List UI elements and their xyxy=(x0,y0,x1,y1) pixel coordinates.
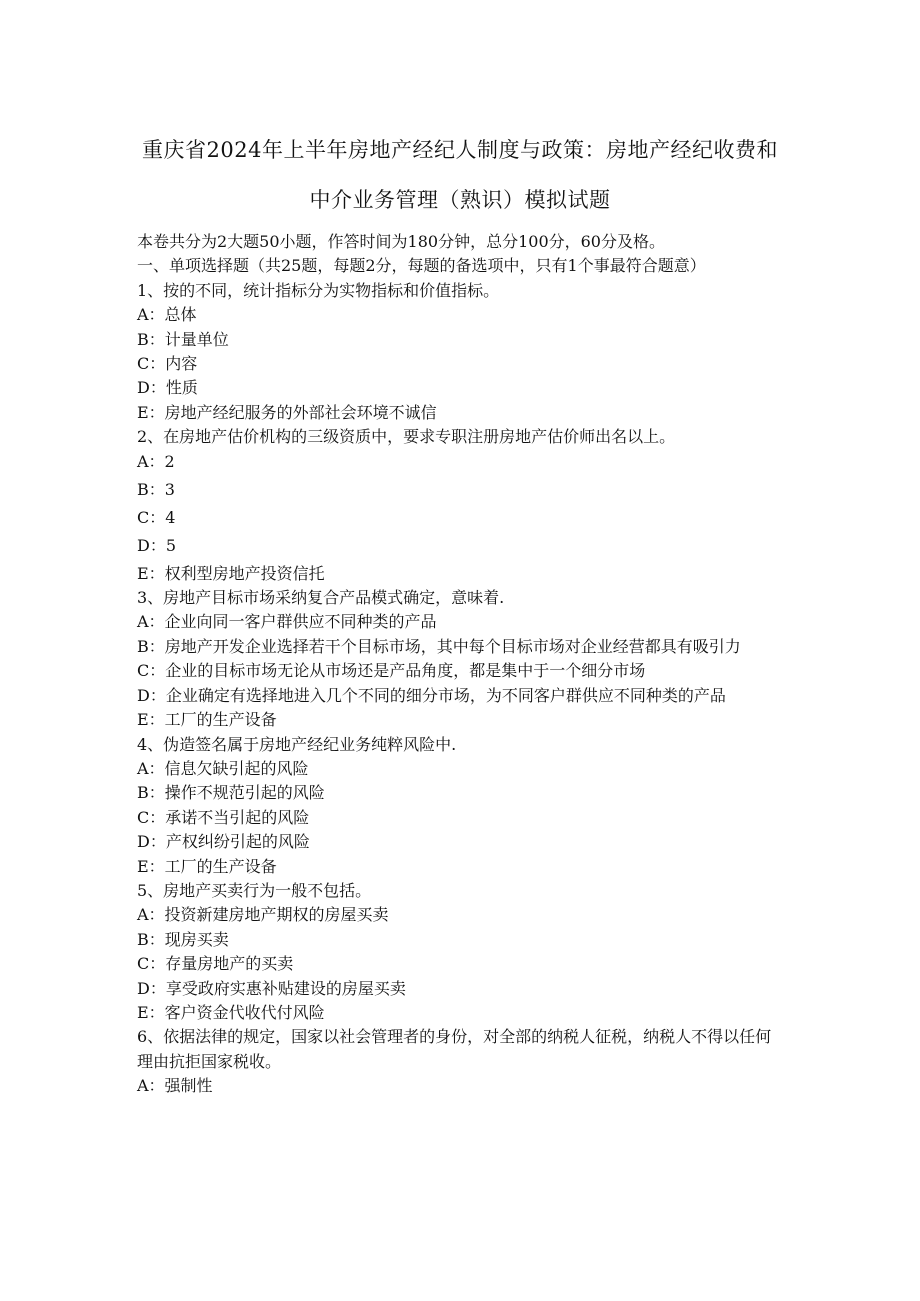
answer-option: B：3 xyxy=(137,479,175,499)
document-title-line-2: 中介业务管理（熟识）模拟试题 xyxy=(309,188,611,212)
answer-option: A：企业向同一客户群供应不同种类的产品 xyxy=(137,612,437,632)
answer-option: A：投资新建房地产期权的房屋买卖 xyxy=(137,905,389,925)
answer-option: A：总体 xyxy=(137,305,197,325)
answer-option: E：房地产经纪服务的外部社会环境不诚信 xyxy=(137,402,437,422)
answer-option: B：现房买卖 xyxy=(137,929,229,949)
question-stem: 1、按的不同，统计指标分为实物指标和价值指标。 xyxy=(137,280,500,300)
answer-option: D：产权纠纷引起的风险 xyxy=(137,832,310,852)
document-title-line-1: 重庆省2024年上半年房地产经纪人制度与政策：房地产经纪收费和 xyxy=(142,138,778,162)
question-stem: 2、在房地产估价机构的三级资质中，要求专职注册房地产估价师出名以上。 xyxy=(137,427,676,447)
answer-option: C：4 xyxy=(137,507,176,527)
answer-option: A：2 xyxy=(137,451,175,471)
answer-option: B：操作不规范引起的风险 xyxy=(137,783,325,803)
answer-option: B：房地产开发企业选择若干个目标市场，其中每个目标市场对企业经营都具有吸引力 xyxy=(137,636,741,656)
answer-option: E：工厂的生产设备 xyxy=(137,856,277,876)
question-stem: 3、房地产目标市场采纳复合产品模式确定，意味着. xyxy=(137,588,505,608)
question-stem: 6、依据法律的规定，国家以社会管理者的身份，对全部的纳税人征税，纳税人不得以任何理由抗拒国家税收。 xyxy=(137,1027,772,1071)
answer-option: D：享受政府实惠补贴建设的房屋买卖 xyxy=(137,978,406,998)
answer-option: C：内容 xyxy=(137,354,198,374)
answer-option: D：性质 xyxy=(137,378,198,398)
answer-option: D：5 xyxy=(137,535,177,555)
answer-option: C：承诺不当引起的风险 xyxy=(137,807,310,827)
answer-option: E：工厂的生产设备 xyxy=(137,710,277,730)
answer-option: E：权利型房地产投资信托 xyxy=(137,563,325,583)
answer-option: A：信息欠缺引起的风险 xyxy=(137,758,309,778)
answer-option: C：存量房地产的买卖 xyxy=(137,954,294,974)
answer-option: C：企业的目标市场无论从市场还是产品角度，都是集中于一个细分市场 xyxy=(137,661,646,681)
document-body xyxy=(137,230,787,1099)
exam-intro: 本卷共分为2大题50小题，作答时间为180分钟，总分100分，60分及格。 xyxy=(137,232,665,251)
question-stem: 5、房地产买卖行为一般不包括。 xyxy=(137,880,372,900)
answer-option: E：客户资金代收代付风险 xyxy=(137,1002,325,1022)
answer-option: B：计量单位 xyxy=(137,329,229,349)
answer-option: D：企业确定有选择地进入几个不同的细分市场，为不同客户群供应不同种类的产品 xyxy=(137,685,726,705)
answer-option: A：强制性 xyxy=(137,1076,213,1096)
section-heading: 一、单项选择题（共25题，每题2分，每题的备选项中，只有1个事最符合题意） xyxy=(137,256,706,276)
question-stem: 4、伪造签名属于房地产经纪业务纯粹风险中. xyxy=(137,734,457,754)
